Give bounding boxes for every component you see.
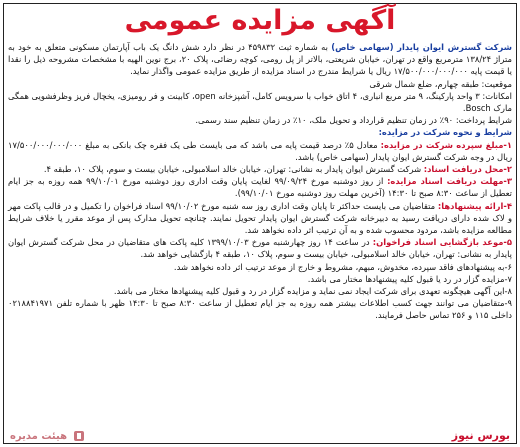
item-5-text: در ساعت ۱۴ روز چهارشنبه مورخ ۱۳۹۹/۱۰/۰۳ کلیه پاکت های متقاضیان در محل شرکت گسترش ایوان پایدار به نشانی: تهران، خیابان خالد اسلامبولی، خیابان بیست و سوم، پلاک ۱۰، طبقه ۴ بازگشایی خواهد شد. bbox=[8, 237, 512, 260]
notice-title: آگهی مزایده عمومی bbox=[124, 5, 396, 36]
facilities-line: امکانات: ۳ واحد پارکینگ، ۹ متر مربع انباری، ۴ اتاق خواب با سرویس کامل، آشپزخانه open، کابینت و فر رومیزی، یخچال فریز وظرفشویی همگی مارک Bosch. bbox=[8, 90, 512, 114]
item-2 bbox=[8, 163, 512, 175]
notice-body bbox=[8, 41, 512, 423]
item-5 bbox=[8, 236, 512, 260]
payment-line: شرایط پرداخت: ۹۰٪ در زمان تنظیم قرارداد و تحویل ملک، ۱۰٪ در زمان تنظیم سند رسمی. bbox=[195, 115, 512, 126]
item-4-label: ۴-ارائه پیشنهادها: bbox=[437, 200, 512, 211]
item-1-label: ۱-مبلغ سپرده شرکت در مزایده: bbox=[380, 139, 512, 150]
item-1-text: معادل ۵٪ درصد قیمت پایه می باشد که می بایست طی یک فقره چک بانکی به مبلغ ۱۷/۵۰۰/۰۰۰/۰۰۰/۰۰۰ ریال در وجه شرکت گسترش ایوان پایدار (سهامی خاص) باشد. bbox=[8, 139, 512, 162]
board-of-directors-label: هیئت مدیره bbox=[10, 431, 68, 442]
bourse-news-brand: بورس نیوز bbox=[451, 429, 510, 442]
conditions-heading: شرایط و نحوه شرکت در مزایده: bbox=[378, 127, 512, 138]
item-3 bbox=[8, 175, 512, 199]
item-2-label: ۲-محل دریافت اسناد: bbox=[423, 164, 512, 175]
item-5-label: ۵-موعد بازگشایی اسناد فراخوان: bbox=[372, 237, 512, 248]
location-line: موقعیت: طبقه چهارم، ضلع شمال شرقی bbox=[369, 78, 512, 89]
intro-text: به شماره ثبت ۴۵۹۸۳۲ در نظر دارد شش دانگ یک باب آپارتمان مسکونی متعلق به خود به متراژ ۱۳۸/۲۴ مترمربع واقع در تهران، خیابان شریعتی، بالاتر از پل رومی، کوچه رضائی، پلاک ۲۰، برج نوین الهیه با مشخصات مشروحه ذیل را نقدا یا قیمت پایه ۱۷/۵۰۰/۰۰۰/۰۰۰/۰۰۰ ریال یا شرایط مندرج در اسناد مزایده از طریق مزایده عمومی واگذار نماید. bbox=[8, 42, 512, 77]
item-6: ۶-به پیشنهادهای فاقد سپرده، مخدوش، مبهم، مشروط و خارج از موعد ترتیب اثر داده نخواهد شد. bbox=[173, 261, 512, 272]
item-3-text: از روز دوشنبه مورخ ۹۹/۰۹/۲۴ لغایت پایان وقت اداری روز دوشنبه مورخ ۹۹/۱۰/۰۱ همه روزه به جز ایام تعطیل از ساعت ۸:۳۰ صبح تا ۱۴:۳۰ (آخرین مهلت روز دوشنبه مورخ ۹۹/۱۰/۰۱). bbox=[8, 176, 512, 199]
item-4-text: متقاضیان می بایست حداکثر تا پایان وقت اداری روز سه شنبه مورخ ۹۹/۱۰/۰۲ اسناد فراخوان را تکمیل و در قالب پاکت مهر و لاک شده دارای دریافت رسید به دبیرخانه شرکت گسترش ایوان پایدار تحویل نمایند. چنانچه تحویل مدارک پس از موعد مقرر یا خلاف شرایط مطالعه مزایده باشد، مردود محسوب شده و به آن ترتیب اثر داده نخواهد شد. bbox=[8, 200, 512, 236]
board-of-directors-signature bbox=[10, 431, 84, 442]
item-8: ۸-این آگهی هیچگونه تعهدی برای شرکت ایجاد نمی نماید و مزایده گزار در رد و قبول کلیه پیشنهادها مختار می باشد. bbox=[113, 286, 512, 297]
item-7: ۷-مزایده گزار در رد یا قبول کلیه پیشنهادها مختار می باشد. bbox=[307, 273, 512, 284]
item-9: ۹-متقاضیان می توانند جهت کسب اطلاعات بیشتر همه روزه به جز ایام تعطیل از ساعت ۸:۳۰ صبح تا ۱۴:۳۰ ظهر با شماره تلفن ۰۲۱۸۸۴۱۹۷۱ داخلی ۱۱۵ و ۲۵۶ تماس حاصل فرمایند. bbox=[8, 298, 512, 321]
item-2-text: شرکت گسترش ایوان پایدار به نشانی: تهران، خیابان خالد اسلامبولی، خیابان بیست و سوم، پلاک ۱۰، طبقه ۴. bbox=[43, 164, 424, 175]
logo-icon bbox=[74, 431, 84, 441]
item-3-label: ۳-مهلت دریافت اسناد مزایده: bbox=[387, 176, 512, 187]
intro-company: شرکت گسترش ایوان پایدار (سهامی خاص) bbox=[331, 42, 512, 52]
notice-footer bbox=[8, 426, 512, 442]
item-4 bbox=[8, 200, 512, 237]
intro-paragraph bbox=[8, 41, 512, 78]
item-1 bbox=[8, 139, 512, 163]
